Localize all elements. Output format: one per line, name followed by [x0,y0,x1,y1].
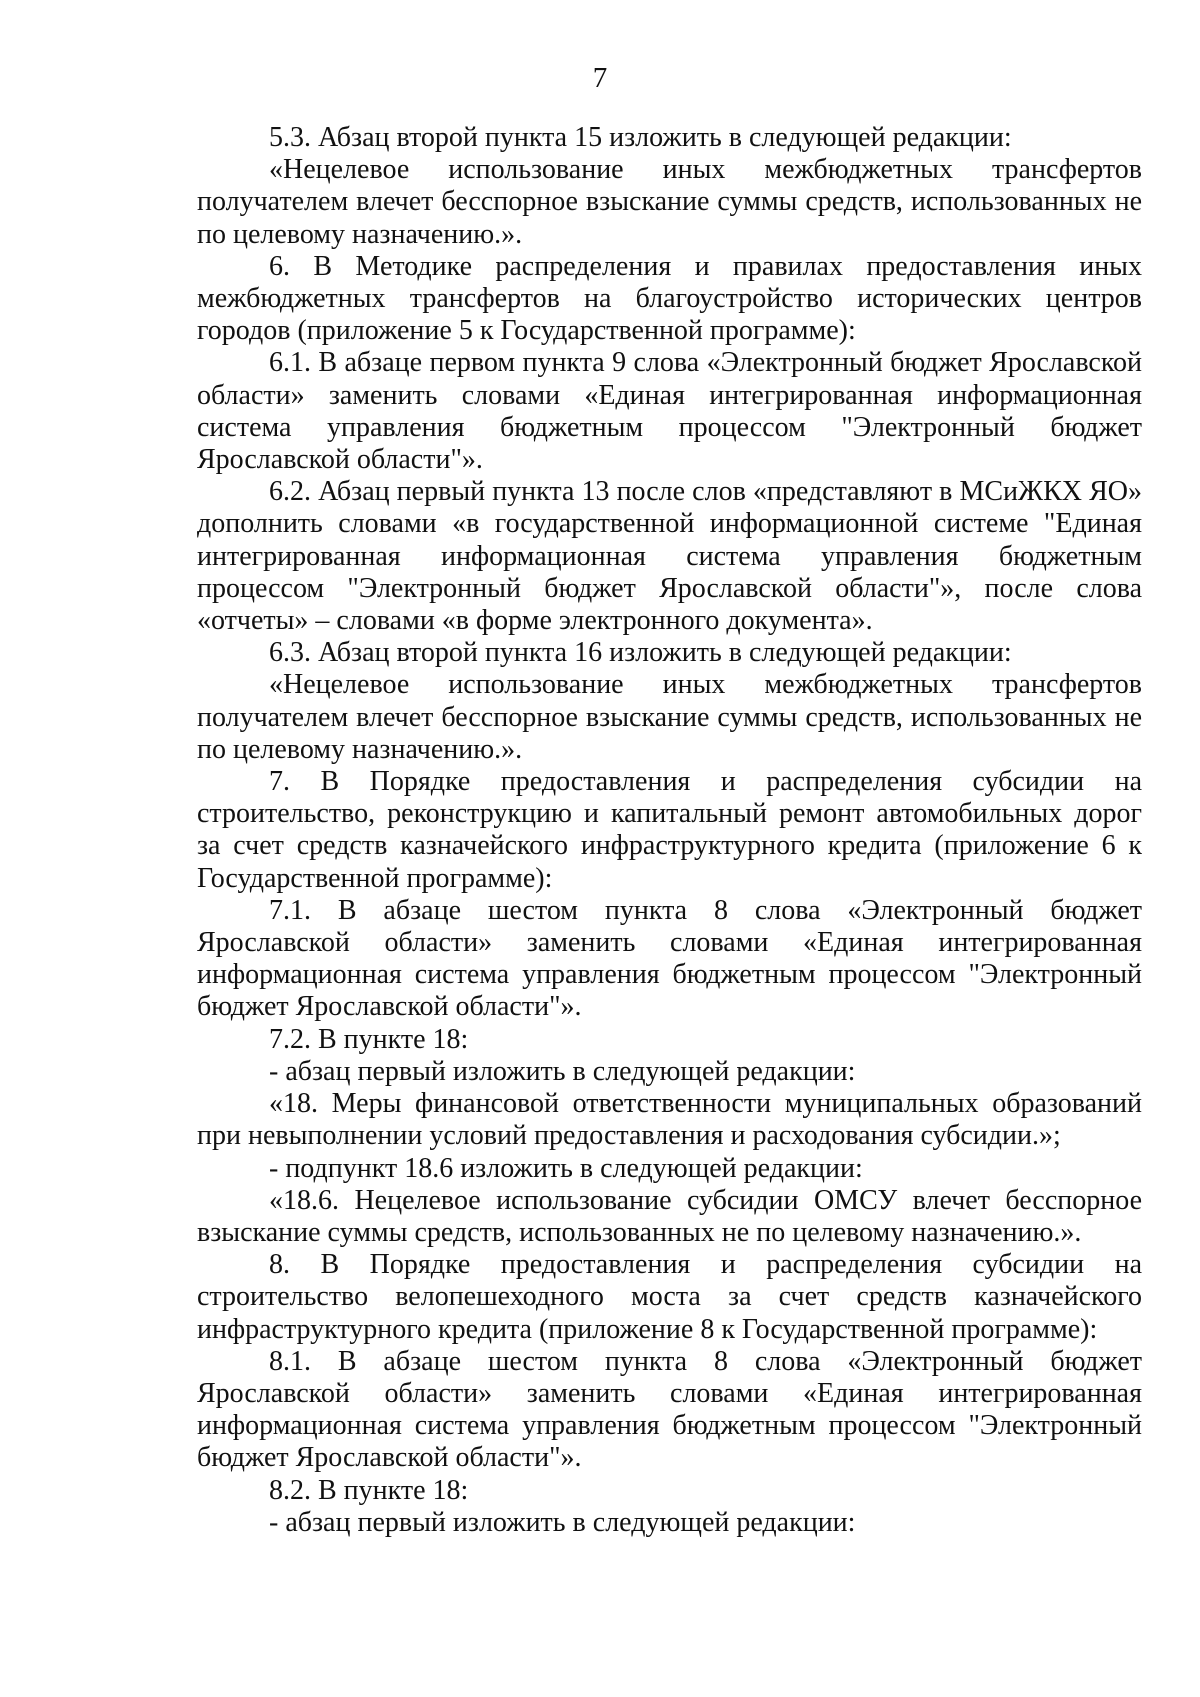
paragraph-6: 6. В Методике распределения и правилах предоставления иных межбюджетных трансфертов на благоустройство исторических центров городов (приложение 5 к Государственной программе): [197,250,1142,347]
document-body [197,122,1142,1539]
paragraph-8-1: 8.1. В абзаце шестом пункта 8 слова «Электронный бюджет Ярославской области» заменить словами «Единая интегрированная информационная система управления бюджетным процессом "Электронный бюджет Ярославской области"». [197,1345,1142,1474]
paragraph-8-2-item-1: - абзац первый изложить в следующей редакции: [269,1506,856,1538]
paragraph-6-3: 6.3. Абзац второй пункта 16 изложить в следующей редакции: [269,637,1012,669]
page-number: 7 [592,62,608,94]
paragraph-5-3-quote: «Нецелевое использование иных межбюджетных трансфертов получателем влечет бесспорное взыскание суммы средств, использованных не по целевому назначению.». [197,154,1142,250]
paragraph-7-2: 7.2. В пункте 18: [269,1023,469,1055]
paragraph-6-3-quote: «Нецелевое использование иных межбюджетных трансфертов получателем влечет бесспорное взыскание суммы средств, использованных не по целевому назначению.». [197,669,1142,765]
paragraph-7-2-item-2: - подпункт 18.6 изложить в следующей редакции: [269,1152,863,1184]
paragraph-7-2-quote-18-6: «18.6. Нецелевое использование субсидии ОМСУ влечет бесспорное взыскание суммы средств, использованных не по целевому назначению.». [197,1184,1142,1248]
paragraph-7-2-item-1: - абзац первый изложить в следующей редакции: [269,1055,856,1087]
paragraph-5-3: 5.3. Абзац второй пункта 15 изложить в следующей редакции: [269,122,1012,153]
paragraph-8-2: 8.2. В пункте 18: [269,1474,469,1506]
paragraph-8: 8. В Порядке предоставления и распределения субсидии на строительство велопешеходного моста за счет средств казначейского инфраструктурного кредита (приложение 8 к Государственной программе): [197,1249,1142,1345]
paragraph-7-1: 7.1. В абзаце шестом пункта 8 слова «Электронный бюджет Ярославской области» заменить словами «Единая интегрированная информационная система управления бюджетным процессом "Электронный бюджет Ярославской области"». [197,894,1142,1023]
paragraph-7: 7. В Порядке предоставления и распределения субсидии на строительство, реконструкцию и капитальный ремонт автомобильных дорог за счет средств казначейского инфраструктурного кредита (приложение 6 к Государственной программе): [197,766,1142,894]
paragraph-7-2-quote-18: «18. Меры финансовой ответственности муниципальных образований при невыполнении условий предоставления и расходования субсидии.»; [197,1088,1142,1152]
paragraph-6-1: 6.1. В абзаце первом пункта 9 слова «Электронный бюджет Ярославской области» заменить словами «Единая интегрированная информационная система управления бюджетным процессом "Электронный бюджет Ярославской области"». [197,347,1142,476]
paragraph-6-2: 6.2. Абзац первый пункта 13 после слов «представляют в МСиЖКХ ЯО» дополнить словами «в государственной информационной системе "Единая интегрированная информационная система управления бюджетным процессом "Электронный бюджет Ярославской области"», после слова «отчеты» – словами «в форме электронного документа». [197,476,1142,637]
